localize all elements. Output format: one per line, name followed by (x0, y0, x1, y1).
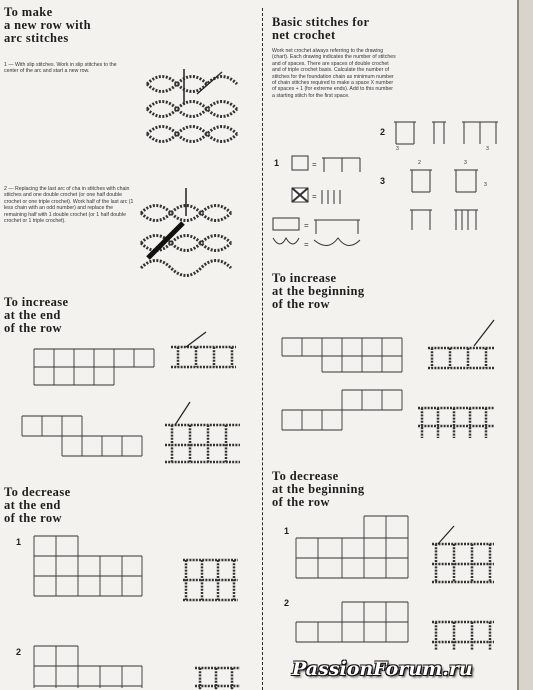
heading-basic-stitches: Basic stitches for net crochet (272, 15, 370, 42)
label-a: 3 (396, 146, 399, 152)
heading-increase-beginning: To increase at the beginning of the row (272, 271, 365, 311)
increase-beginning-photo-2 (414, 392, 498, 442)
label-d: 3 (464, 160, 467, 166)
heading-increase-end: To increase at the end of the row (4, 295, 69, 335)
basic-number-1: 1 (274, 158, 280, 168)
increase-end-chart-2 (22, 410, 150, 462)
page-edge (517, 0, 533, 690)
step-number-r1: 1 (284, 526, 290, 536)
net-replace-arc-illustration (138, 188, 242, 280)
decrease-end-photo-1 (178, 540, 242, 606)
column-divider (262, 8, 263, 690)
label-b: 3 (486, 146, 489, 152)
svg-text:=: = (312, 160, 317, 169)
svg-text:=: = (312, 192, 317, 201)
decrease-beginning-photo-2 (428, 600, 498, 656)
basic-stitches-body: Work net crochet always referring to the drawing (chart). Each drawing indicates the number of stitches and of spaces. There are spaces of double crochet and of triple crochet basis. Calculate the number of stitches for the foundation chain as minimum number of chain stitches required to make a space X number of spaces + 1 (for extreme ends). Add to this number a starting stitch for the first space. (272, 48, 396, 99)
watermark: PassionForum.ru (292, 658, 473, 680)
decrease-beginning-chart-1 (296, 514, 412, 582)
label-e: 3 (484, 182, 487, 188)
stitch-symbol-legend (290, 152, 366, 254)
basic-example-3 (404, 160, 502, 240)
step-number-r2: 2 (284, 598, 290, 608)
increase-end-chart-1 (34, 345, 158, 391)
decrease-beginning-photo-1 (428, 524, 498, 584)
decrease-beginning-chart-2 (296, 594, 412, 646)
basic-number-3: 3 (380, 176, 386, 186)
svg-text:=: = (304, 221, 309, 230)
step-number-2: 2 (16, 647, 22, 657)
increase-beginning-chart-2 (282, 386, 406, 436)
increase-end-photo-2 (160, 400, 244, 468)
decrease-end-chart-1 (34, 534, 146, 600)
step-number-1: 1 (16, 537, 22, 547)
increase-end-photo-1 (166, 332, 242, 384)
heading-new-row-arc: To make a new row with arc stitches (4, 5, 91, 45)
increase-beginning-photo-1 (424, 318, 498, 374)
net-slip-stitch-illustration (142, 64, 240, 164)
decrease-end-chart-2 (34, 642, 146, 688)
svg-text:=: = (304, 240, 309, 249)
decrease-end-photo-2 (190, 650, 244, 690)
heading-decrease-beginning: To decrease at the beginning of the row (272, 469, 365, 509)
basic-number-2: 2 (380, 127, 386, 137)
increase-beginning-chart-1 (282, 334, 406, 374)
heading-decrease-end: To decrease at the end of the row (4, 485, 71, 525)
label-c: 2 (418, 160, 421, 166)
caption-slip-stitches: 1 — With slip stitches. Work in slip stitches to the center of the arc and start a new row. (4, 62, 117, 75)
caption-replacing-arc: 2 — Replacing the last arc of cha in stitches with chain stitches and one double crochet (or one half double crochet or one triple crochet). Work half of the last arc (1 less chain with an odd number) and replace the remaining half with 1 double crochet (or 1 half double crochet or 1 triple crochet). (4, 186, 134, 225)
